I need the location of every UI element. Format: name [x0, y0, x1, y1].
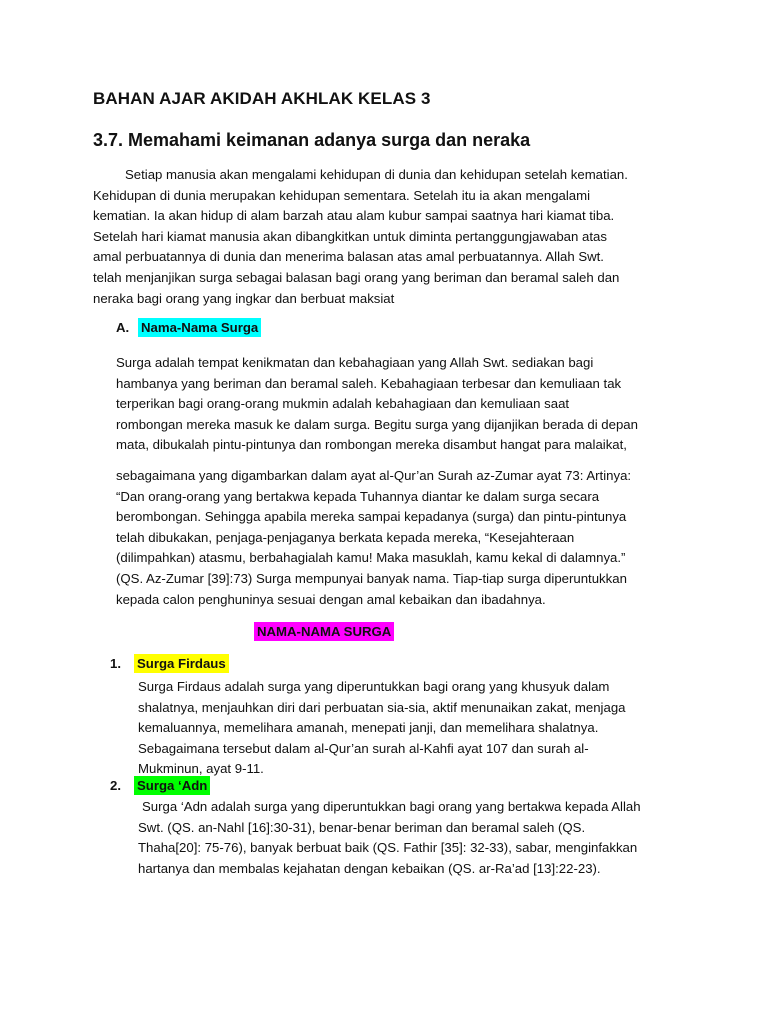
paragraph-line: telah dibukakan, penjaga-penjaganya berkata kepada mereka, “Kesejahteraan — [116, 529, 575, 545]
paragraph-line: “Dan orang-orang yang bertakwa kepada Tuhannya diantar ke dalam surga secara — [116, 488, 600, 504]
paragraph-line: Setiap manusia akan mengalami kehidupan di dunia dan kehidupan setelah kematian. — [125, 167, 628, 182]
paragraph-line: mata, dibukalah pintu-pintunya dan rombongan mereka disambut hangat para malaikat, — [116, 437, 627, 453]
list-item-label: Surga ‘Adn — [134, 776, 210, 795]
document-title: BAHAN AJAR AKIDAH AKHLAK KELAS 3 — [93, 89, 431, 108]
subsection-label: Nama-Nama Surga — [138, 318, 261, 337]
paragraph-line: hartanya dan membalas kejahatan dengan kebaikan (QS. ar-Ra’ad [13]:22-23). — [138, 860, 601, 876]
list-item-title — [110, 778, 210, 793]
subsection-heading — [116, 320, 261, 335]
paragraph-line: Mukminun, ayat 9-11. — [138, 761, 264, 777]
list-heading — [254, 624, 394, 639]
list-item-number: 1. — [110, 656, 121, 671]
paragraph-line: sebagaimana yang digambarkan dalam ayat al-Qur’an Surah az-Zumar ayat 73: Artinya: — [116, 468, 632, 483]
list-item-title — [110, 656, 229, 671]
list-item-body — [138, 797, 641, 879]
subsection-marker: A. — [116, 320, 130, 335]
paragraph-line: amal perbuatannya di dunia dan menerima balasan atas amal perbuatannya. Allah Swt. — [93, 249, 604, 265]
paragraph-line: terperikan bagi orang-orang mukmin adalah kebahagiaan dan kemuliaan saat — [116, 396, 570, 412]
paragraph-line: neraka bagi orang yang ingkar dan berbuat maksiat — [93, 290, 395, 306]
list-item-label: Surga Firdaus — [134, 654, 229, 673]
paragraph-line: Thaha[20]: 75-76), banyak berbuat baik (QS. Fathir [35]: 32-33), sabar, menginfakkan — [138, 840, 638, 856]
paragraph-line: Kehidupan di dunia merupakan kehidupan sementara. Setelah itu ia akan mengalami — [93, 187, 591, 203]
paragraph-line: (QS. Az-Zumar [39]:73) Surga mempunyai banyak nama. Tiap-tiap surga diperuntukkan — [116, 570, 627, 586]
intro-paragraph — [93, 165, 628, 309]
list-item-body — [138, 677, 626, 780]
paragraph-line: hambanya yang beriman dan beramal saleh. Kebahagiaan terbesar dan kemuliaan tak — [116, 375, 622, 391]
paragraph-line: rombongan mereka masuk ke dalam surga. Begitu surga yang dijanjikan berada di depan — [116, 416, 638, 432]
quran-quote-paragraph — [116, 466, 631, 610]
paragraph-line: telah menjanjikan surga sebagai balasan bagi orang yang beriman dan beramal saleh dan — [93, 269, 620, 285]
paragraph-line: kepada calon penghuninya sesuai dengan amal kebaikan dan ibadahnya. — [116, 591, 546, 607]
paragraph-line: Surga Firdaus adalah surga yang diperuntukkan bagi orang yang khusyuk dalam — [138, 679, 610, 694]
list-heading-label: NAMA-NAMA SURGA — [254, 622, 394, 641]
paragraph-line: shalatnya, menjauhkan diri dari perbuatan sia-sia, aktif menunaikan zakat, menjaga — [138, 699, 626, 715]
paragraph-line: (dilimpahkan) atasmu, berbahagialah kamu! Maka masuklah, kamu kekal di dalamnya.” — [116, 550, 626, 566]
list-item-number: 2. — [110, 778, 121, 793]
paragraph-line: Surga adalah tempat kenikmatan dan kebahagiaan yang Allah Swt. sediakan bagi — [116, 355, 594, 370]
paragraph-line: Surga ‘Adn adalah surga yang diperuntukkan bagi orang yang bertakwa kepada Allah — [142, 799, 641, 814]
paragraph-line: Sebagaimana tersebut dalam al-Qur’an surah al-Kahfi ayat 107 dan surah al- — [138, 740, 589, 756]
paragraph-line: Setelah hari kiamat manusia akan dibangkitkan untuk diminta pertanggungjawaban atas — [93, 228, 607, 244]
paragraph-line: kemaluannya, memelihara amanah, menepati janji, dan memelihara shalatnya. — [138, 720, 599, 736]
surga-description-paragraph — [116, 353, 638, 456]
paragraph-line: Swt. (QS. an-Nahl [16]:30-31), benar-benar beriman dan beramal saleh (QS. — [138, 819, 586, 835]
paragraph-line: berombongan. Sehingga apabila mereka sampai kepadanya (surga) dan pintu-pintunya — [116, 509, 627, 525]
paragraph-line: kematian. Ia akan hidup di alam barzah atau alam kubur sampai saatnya hari kiamat tiba. — [93, 208, 615, 224]
section-title: 3.7. Memahami keimanan adanya surga dan neraka — [93, 130, 531, 150]
